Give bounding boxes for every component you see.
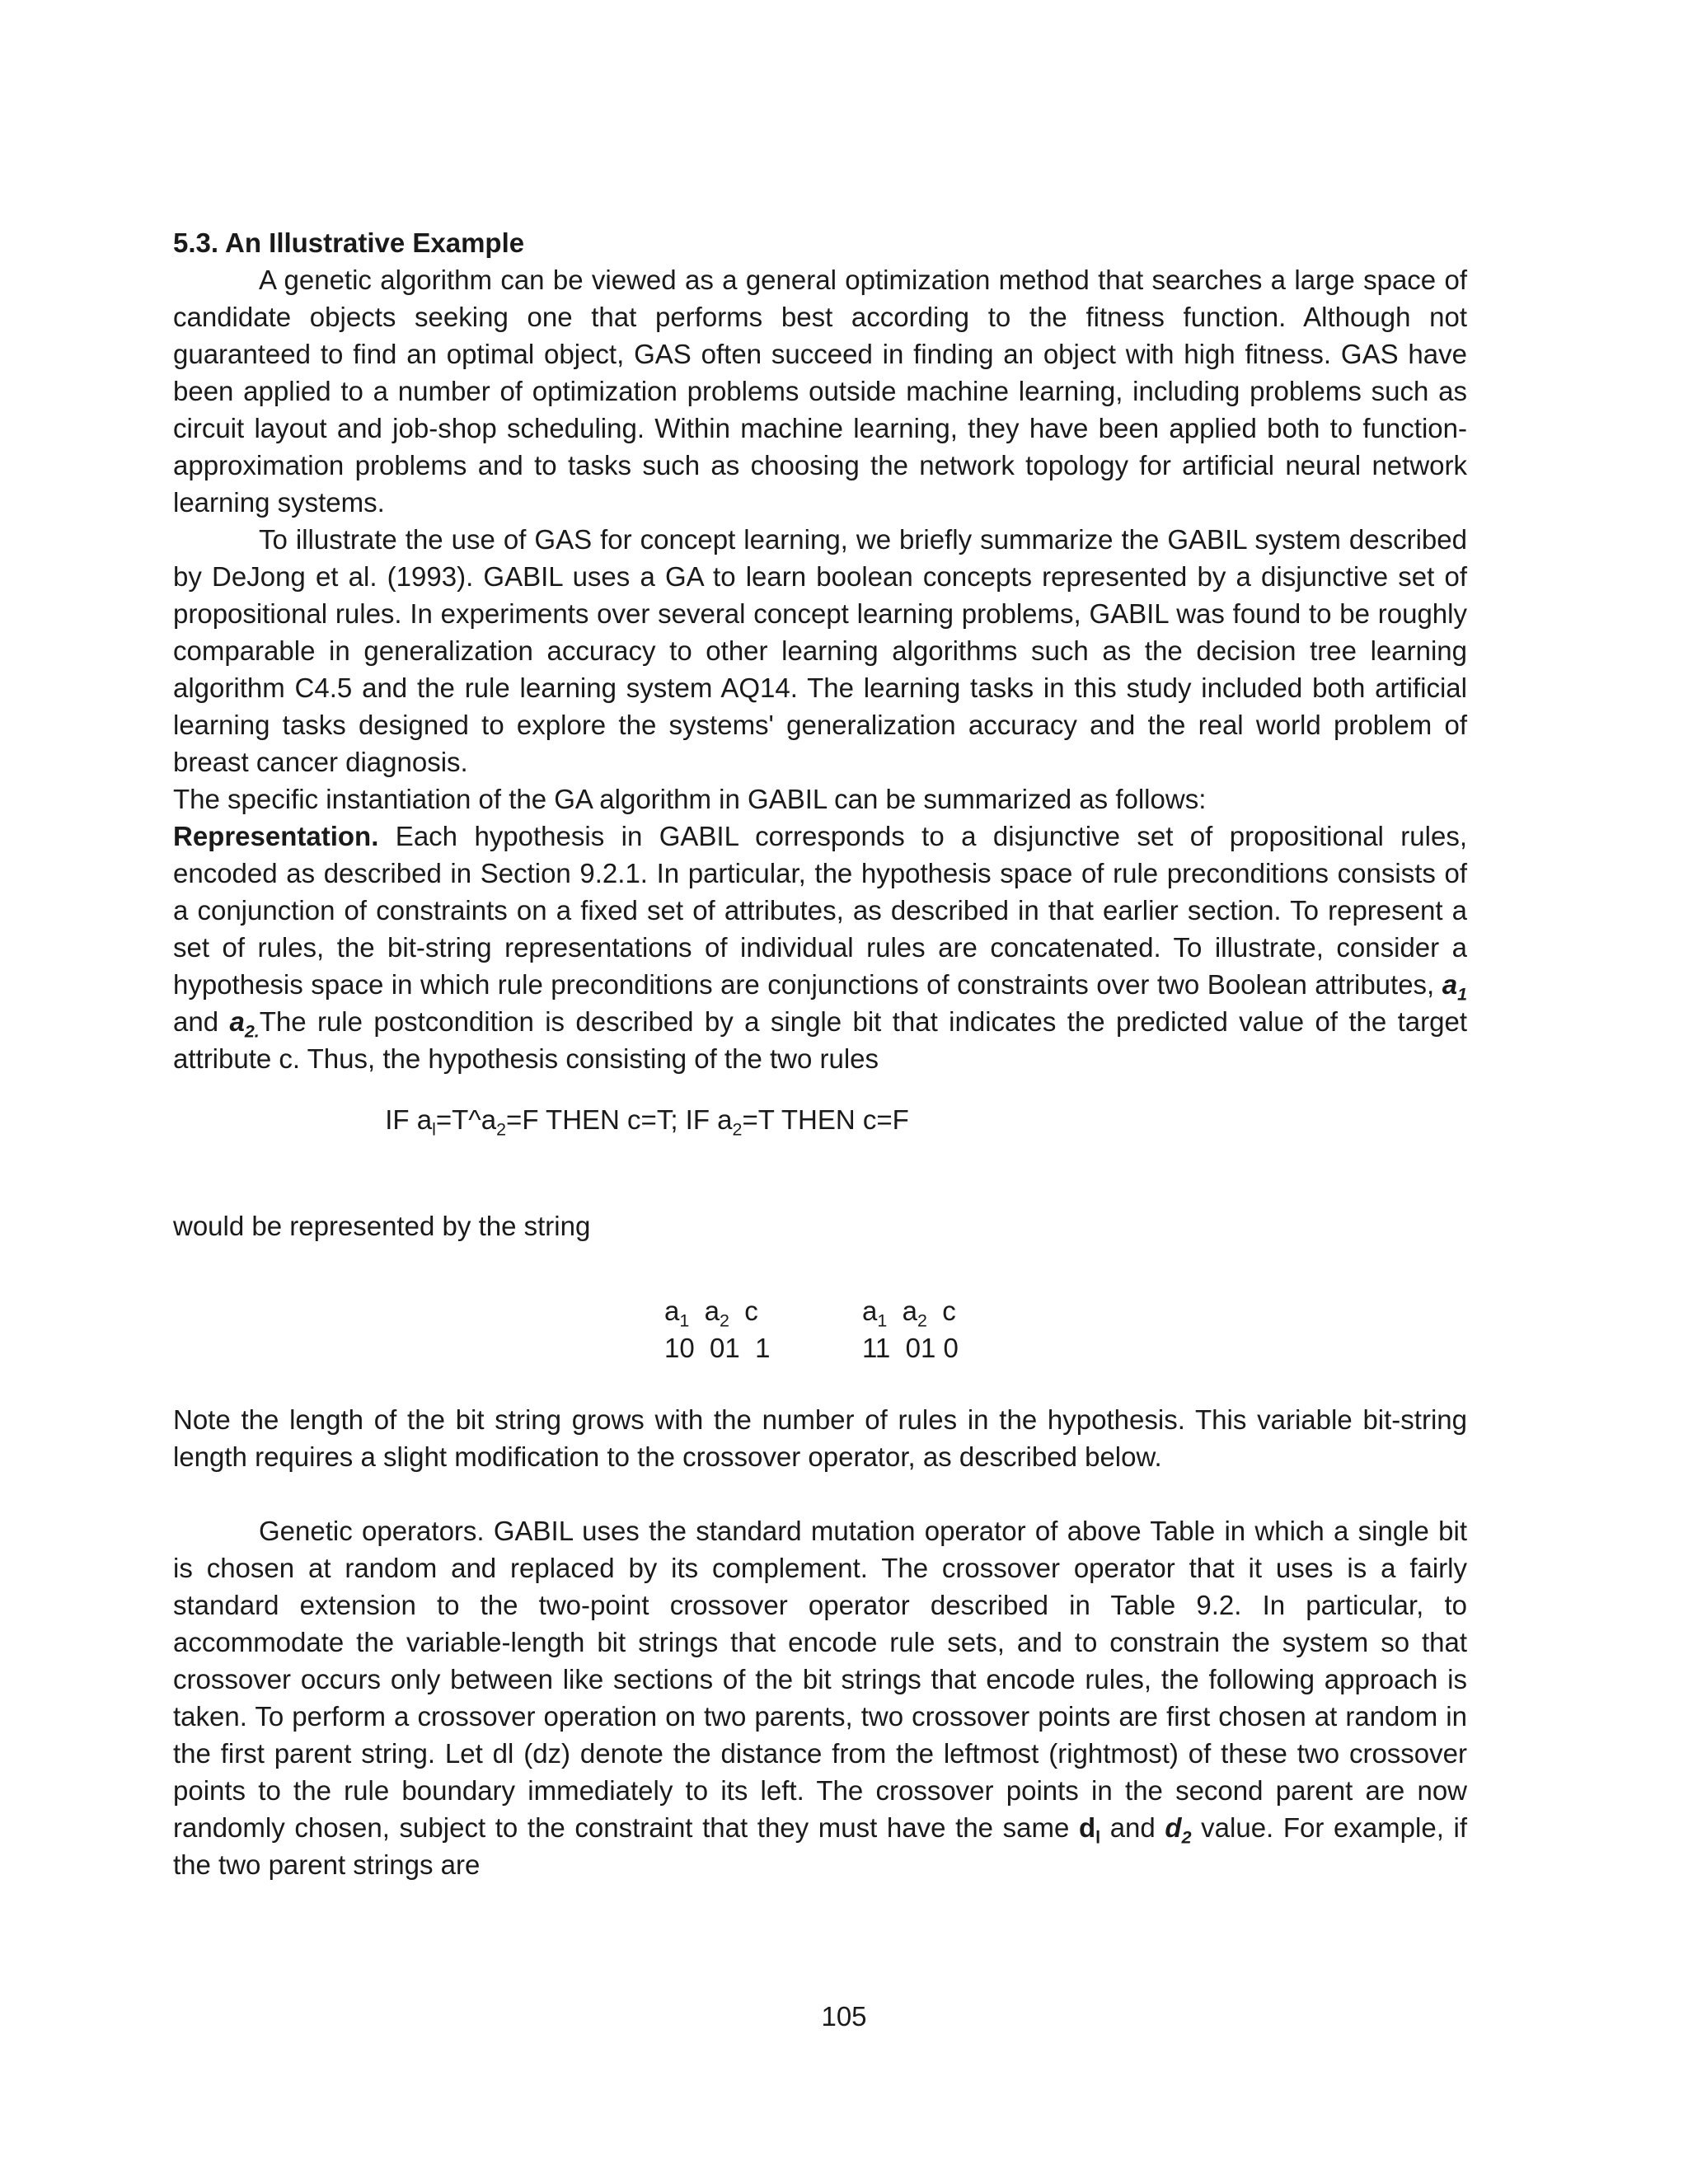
- bitstring-rule2-header: $a_1$ $a_2$ c: [862, 1296, 956, 1331]
- bitstring-rule1-header: $a_1$ $a_2$ c: [664, 1296, 758, 1331]
- bitstring-rule1: [664, 1292, 770, 1366]
- paragraph-intro: A genetic algorithm can be viewed as a general optimization method that searches a large space of candidate objects seeking one that performs best according to the fitness function. Although not guaranteed to find an optimal object, GAS often succeed in finding an object with high fitness. GAS have been applied to a number of optimization problems outside machine learning, including problems such as circuit layout and job-shop scheduling. Within machine learning, they have been applied both to function-approximation problems and to tasks such as choosing the network topology for artificial neural network learning systems.: [173, 265, 1467, 518]
- bitstring-rule2-bits: 11 01 0: [862, 1333, 959, 1363]
- represented-by-text: would be represented by the string: [173, 1211, 591, 1241]
- representation-text-b: The rule postcondition is described by a single bit that indicates the predicted value of the target attribute c. Thus, the hypothesis consisting of the two rules: [173, 1006, 1468, 1074]
- page-content: [173, 224, 1467, 1077]
- paragraph-genetic-operators: Genetic operators. GABIL uses the standard mutation operator of above Table in which a single bit is chosen at random and replaced by its complement. The crossover operator that it uses is a fairly standard extension to the two-point crossover operator described in Table 9.2. In particular, to accommodate the variable-length bit strings that encode rule sets, and to constrain the system so that crossover occurs only between like sections of the bit strings that encode rules, the following approach is taken. To perform a crossover operation on two parents, two crossover points are first chosen at random in the first parent string. Let dl (dz) denote the distance from the leftmost (rightmost) of these two crossover points to the rule boundary immediately to its left. The crossover points in the second parent are now randomly chosen, subject to the constraint that they must have the same $d_l$ and $d_2$ value. For example, if the two parent strings are: [173, 1516, 1468, 1880]
- attribute-a2: $a_{2.}$: [229, 1006, 260, 1042]
- symbol-d2: $d_2$: [1165, 1812, 1192, 1848]
- representation-label: Representation.: [173, 821, 379, 851]
- rule-formula: IF $a_l=T\^{}a_2=F$ THEN c=T; IF $a_2=T$ THEN c=F: [385, 1104, 909, 1140]
- representation-and: and: [173, 1006, 230, 1037]
- attribute-a1: $a_1$: [1442, 969, 1467, 1005]
- paragraph-instantiation: The specific instantiation of the GA algorithm in GABIL can be summarized as follows:: [173, 784, 1207, 814]
- paragraph-note: Note the length of the bit string grows with the number of rules in the hypothesis. This variable bit-string length requires a slight modification to the crossover operator, as described below.: [173, 1404, 1467, 1472]
- page-number: 105: [821, 2001, 867, 2032]
- bitstring-rule1-bits: 10 01 1: [664, 1333, 771, 1363]
- symbol-d1: $d_l$: [1078, 1812, 1101, 1848]
- paragraph-gabil: To illustrate the use of GAS for concept learning, we briefly summarize the GABIL system described by DeJong et al. (1993). GABIL uses a GA to learn boolean concepts represented by a disjunctive set of propositional rules. In experiments over several concept learning problems, GABIL was found to be roughly comparable in generalization accuracy to other learning algorithms such as the decision tree learning algorithm C4.5 and the rule learning system AQ14. The learning tasks in this study included both artificial learning tasks designed to explore the systems' generalization accuracy and the real world problem of breast cancer diagnosis.: [173, 524, 1467, 777]
- representation-text-a: Each hypothesis in GABIL corresponds to a disjunctive set of propositional rules, encoded as described in Section 9.2.1. In particular, the hypothesis space of rule preconditions consists of a conjunction of constraints on a fixed set of attributes, as described in that earlier section. To represent a set of rules, the bit-string representations of individual rules are concatenated. To illustrate, consider a hypothesis space in which rule preconditions are conjunctions of constraints over two Boolean attributes,: [173, 821, 1467, 1000]
- section-heading: 5.3. An Illustrative Example: [173, 227, 525, 258]
- bitstring-rule2: [862, 1292, 959, 1366]
- paragraph-representation: [173, 818, 1467, 1077]
